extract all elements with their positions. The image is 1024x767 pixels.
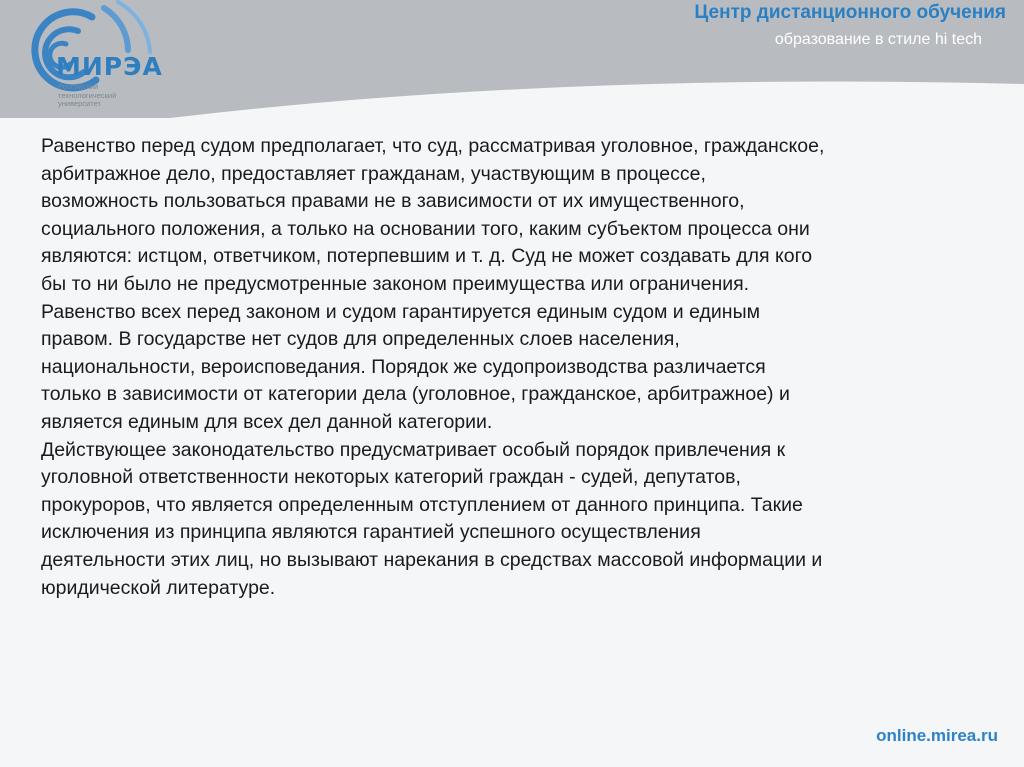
logo-subtitle-line: университет [58, 99, 101, 108]
logo-subtitle-line: технологический [58, 90, 117, 100]
body-text: Равенство перед судом предполагает, что суд, рассматривая уголовное, гражданское, арбитражное дело, предоставляет гражданам, участвующим в процессе, возможность пользоваться правами не в зависимости от их имущественного, социального положения, а только на основании того, каким субъектом процесса они являются: истцом, ответчиком, потерпевшим и т. д. Суд не может создавать для кого бы то ни было не предусмотренные законом преимущества или ограничения. Равенство всех перед законом и судом гарантируется единым судом и единым правом. В государстве нет судов для определенных слоев населения, национальности, вероисповедания. Порядок же судопроизводства различается только в зависимости от категории дела (уголовное, гражданское, арбитражное) и является единым для всех дел данной категории. Действующее законодательство предусматривает особый порядок привлечения к уголовной ответственности некоторых категорий граждан - судей, депутатов, прокуроров, что является определенным отступлением от данного принципа. Такие исключения из принципа являются гарантией успешного осуществления деятельности этих лиц, но вызывают нарекания в средствах массовой информации и юридической литературе. [41, 135, 825, 599]
logo-subtitle-line: Российский [58, 82, 99, 91]
footer-url[interactable]: online.mirea.ru [876, 726, 998, 745]
logo-name: МИРЭА [56, 52, 163, 81]
center-tagline: образование в стиле hi tech [774, 31, 982, 48]
logo-subtitle [58, 83, 138, 109]
logo [0, 0, 200, 115]
center-title: Центр дистанционного обучения [694, 2, 1006, 23]
header [0, 0, 1024, 120]
